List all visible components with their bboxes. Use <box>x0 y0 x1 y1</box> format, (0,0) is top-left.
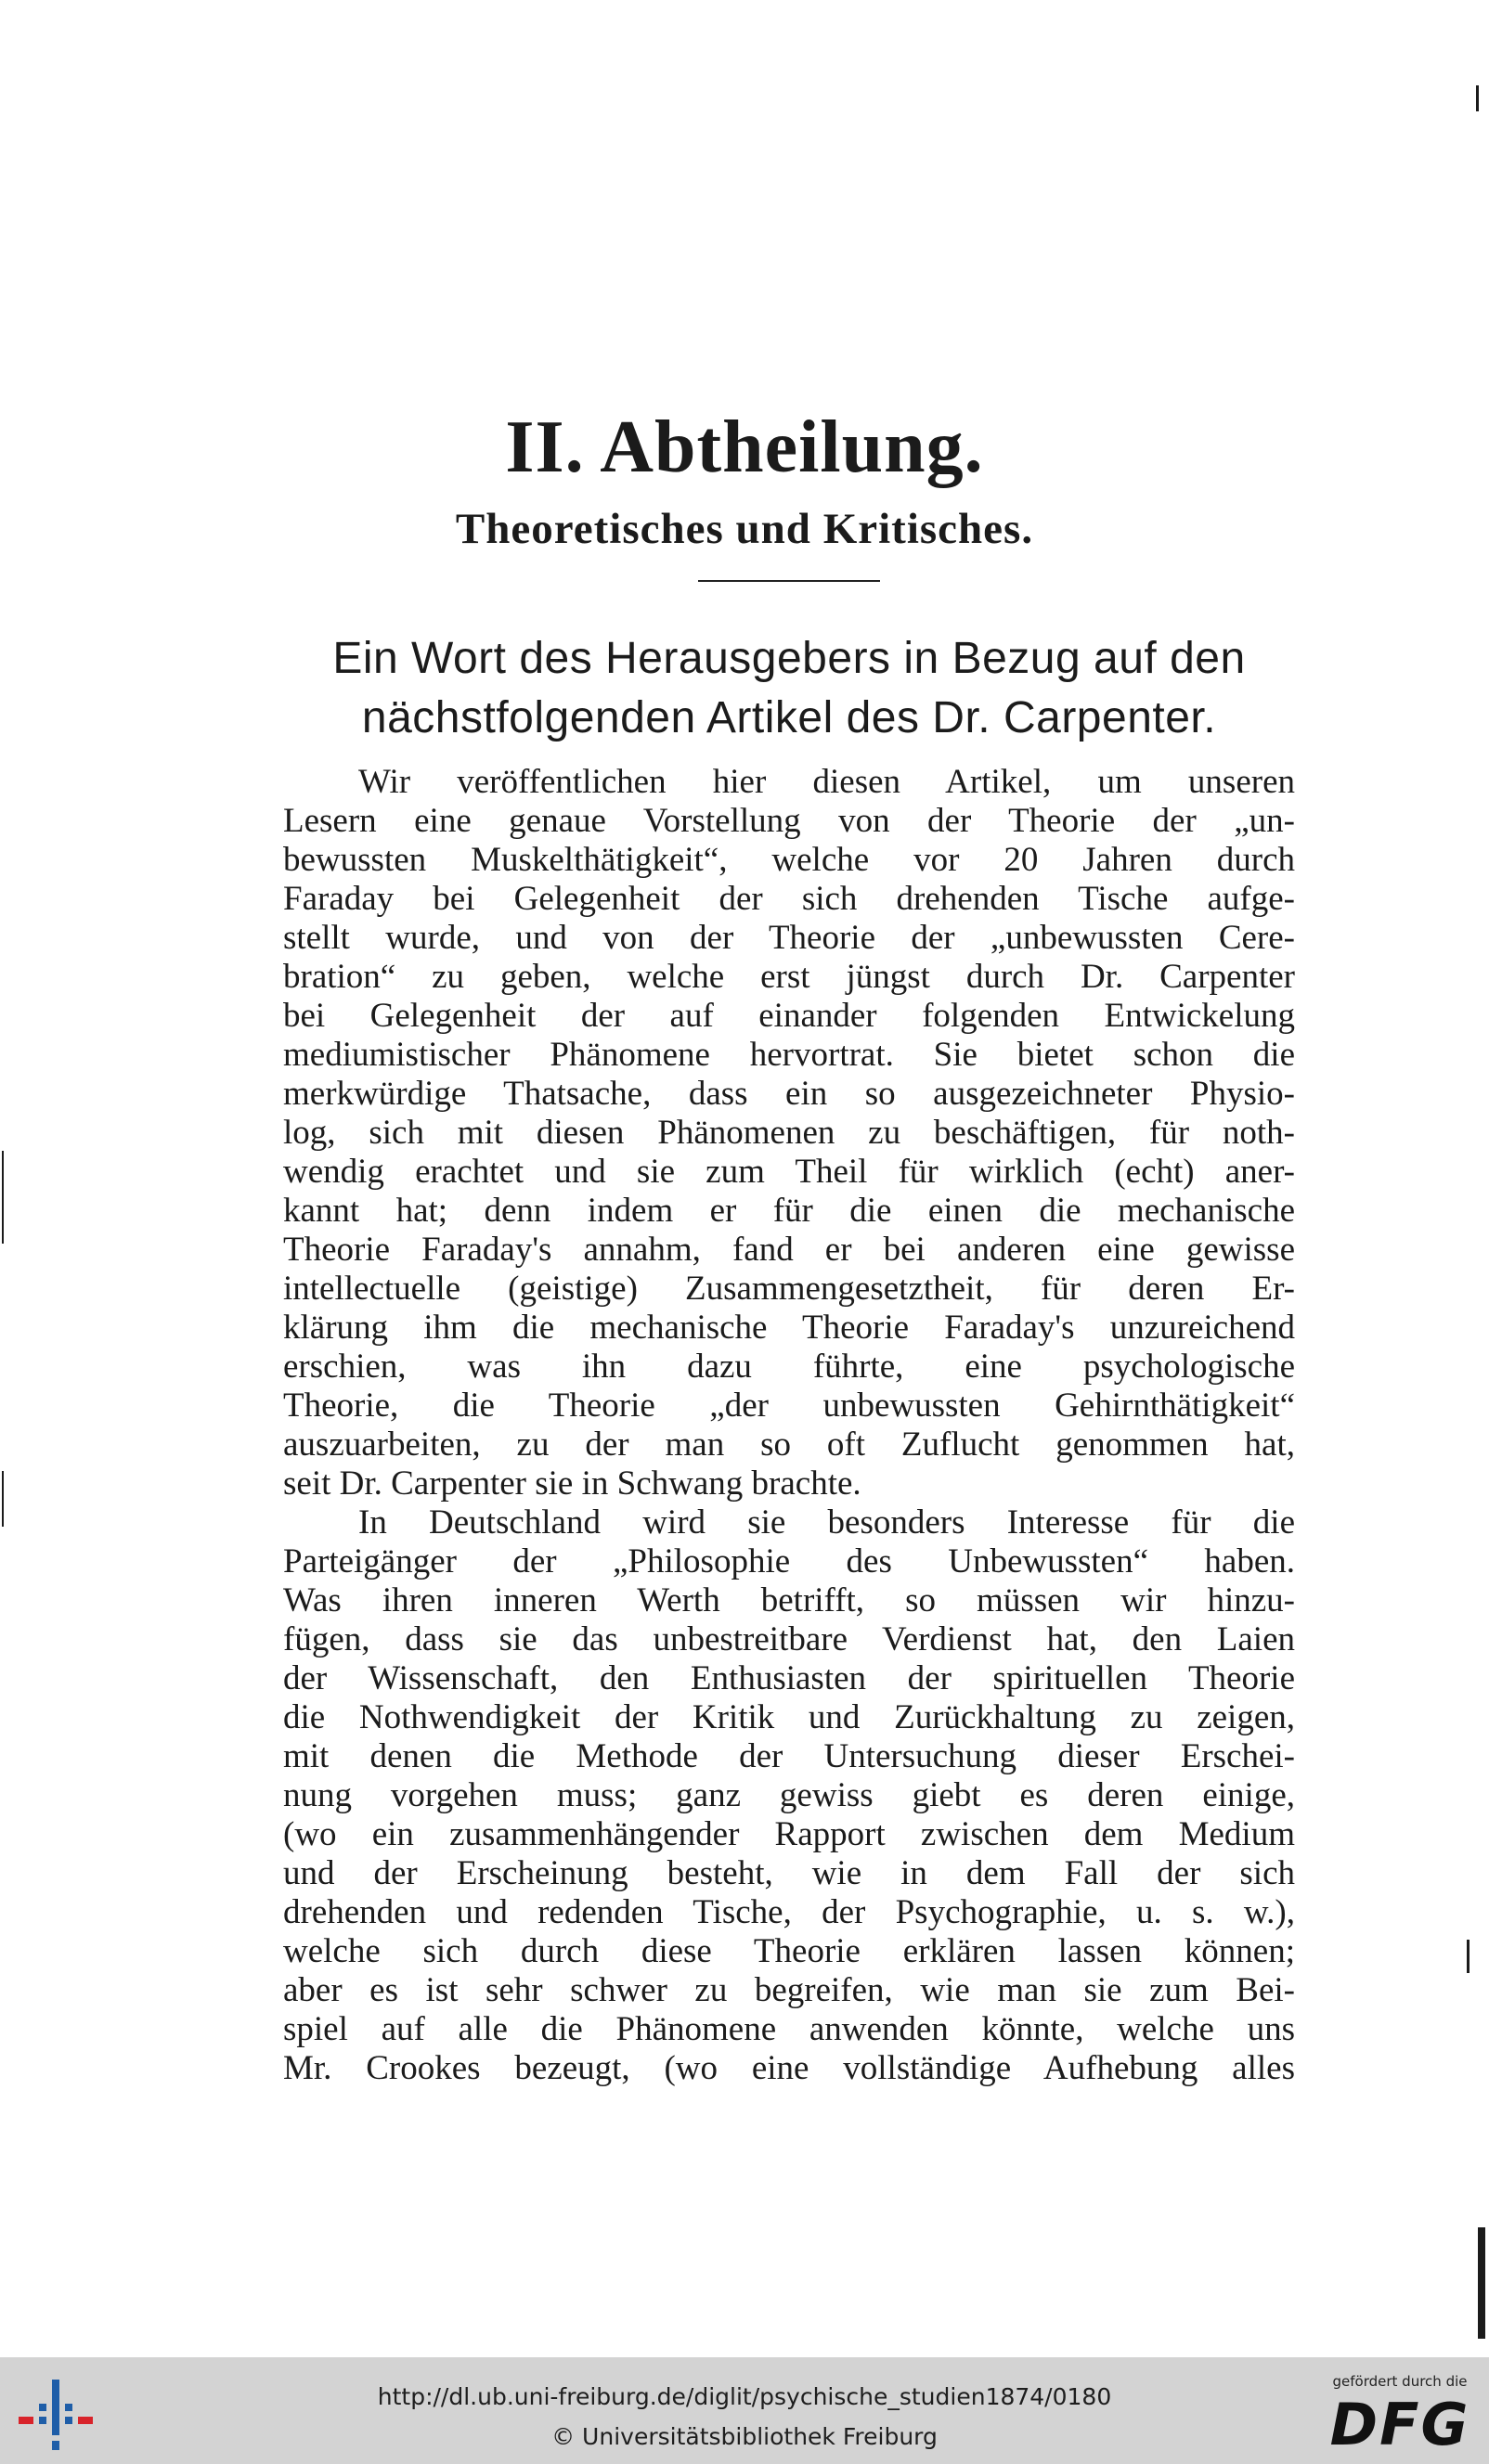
body-line: drehenden und redenden Tische, der Psychographie, u. s. w.), <box>283 1893 1295 1931</box>
body-line: aber es ist sehr schwer zu begreifen, wie man sie zum Bei- <box>283 1971 1295 2009</box>
body-line: welche sich durch diese Theorie erklären lassen können; <box>283 1932 1295 1970</box>
article-title-line: nächstfolgenden Artikel des Dr. Carpenter. <box>361 693 1217 742</box>
footer-permalink[interactable]: http://dl.ub.uni-freiburg.de/diglit/psychische_studien1874/0180 <box>377 2383 1112 2410</box>
body-line: spiel auf alle die Phänomene anwenden könnte, welche uns <box>283 2010 1295 2048</box>
body-line: klärung ihm die mechanische Theorie Faraday's unzureichend <box>283 1309 1295 1347</box>
body-line: auszuarbeiten, zu der man so oft Zuflucht genommen hat, <box>283 1426 1295 1464</box>
body-line: Faraday bei Gelegenheit der sich drehenden Tische aufge- <box>283 880 1295 918</box>
scan-edge-mark <box>2 1471 4 1527</box>
body-line: stellt wurde, und von der Theorie der „unbewussten Cere- <box>283 919 1295 957</box>
body-line: die Nothwendigkeit der Kritik und Zurückhaltung zu zeigen, <box>283 1698 1295 1736</box>
body-line: mit denen die Methode der Untersuchung dieser Erschei- <box>283 1737 1295 1775</box>
body-line: Was ihren inneren Werth betrifft, so müssen wir hinzu- <box>283 1581 1295 1619</box>
body-line: In Deutschland wird sie besonders Interesse für die <box>358 1503 1295 1542</box>
body-line: fügen, dass sie das unbestreitbare Verdienst hat, den Laien <box>283 1620 1295 1658</box>
body-line: Mr. Crookes bezeugt, (wo eine vollständige Aufhebung alles <box>283 2049 1295 2087</box>
scan-edge-mark <box>1478 2227 1485 2339</box>
heading-divider <box>698 580 880 582</box>
article-title-line: Ein Wort des Herausgebers in Bezug auf den <box>332 634 1246 683</box>
footer-copyright: © Universitätsbibliothek Freiburg <box>551 2423 938 2450</box>
body-line: (wo ein zusammenhängender Rapport zwischen dem Medium <box>283 1815 1295 1853</box>
body-line: und der Erscheinung besteht, wie in dem Fall der sich <box>283 1854 1295 1892</box>
body-line: intellectuelle (geistige) Zusammengesetztheit, für deren Er- <box>283 1270 1295 1308</box>
body-line: bei Gelegenheit der auf einander folgenden Entwickelung <box>283 997 1295 1035</box>
body-line: Lesern eine genaue Vorstellung von der Theorie der „un- <box>283 802 1295 840</box>
body-line: merkwürdige Thatsache, dass ein so ausgezeichneter Physio- <box>283 1075 1295 1113</box>
body-line: log, sich mit diesen Phänomenen zu beschäftigen, für noth- <box>283 1114 1295 1152</box>
body-line: erschien, was ihn dazu führte, eine psychologische <box>283 1348 1295 1386</box>
body-line: nung vorgehen muss; ganz gewiss giebt es deren einige, <box>283 1776 1295 1814</box>
section-heading: II. Abtheilung. <box>505 406 984 488</box>
body-line: wendig erachtet und sie zum Theil für wirklich (echt) aner- <box>283 1153 1295 1191</box>
section-subheading: Theoretisches und Kritisches. <box>455 505 1034 553</box>
dfg-tagline: gefördert durch die <box>1332 2373 1468 2390</box>
scan-edge-mark <box>1467 1940 1470 1973</box>
body-line: Theorie, die Theorie „der unbewussten Gehirnthätigkeit“ <box>283 1387 1295 1425</box>
body-line: der Wissenschaft, den Enthusiasten der spirituellen Theorie <box>283 1659 1295 1697</box>
body-line: kannt hat; denn indem er für die einen die mechanische <box>283 1192 1295 1230</box>
scan-edge-mark <box>2 1151 4 1244</box>
scan-edge-mark <box>1476 85 1479 111</box>
body-line: seit Dr. Carpenter sie in Schwang brachte. <box>283 1464 861 1503</box>
body-line: Theorie Faraday's annahm, fand er bei anderen eine gewisse <box>283 1231 1295 1269</box>
dfg-logo: DFG <box>1329 2391 1470 2458</box>
body-line: bration“ zu geben, welche erst jüngst durch Dr. Carpenter <box>283 958 1295 996</box>
body-line: mediumistischer Phänomene hervortrat. Sie bietet schon die <box>283 1036 1295 1074</box>
body-line: Wir veröffentlichen hier diesen Artikel, um unseren <box>358 763 1295 801</box>
body-line: bewussten Muskelthätigkeit“, welche vor 20 Jahren durch <box>283 841 1295 879</box>
body-line: Parteigänger der „Philosophie des Unbewussten“ haben. <box>283 1542 1295 1580</box>
